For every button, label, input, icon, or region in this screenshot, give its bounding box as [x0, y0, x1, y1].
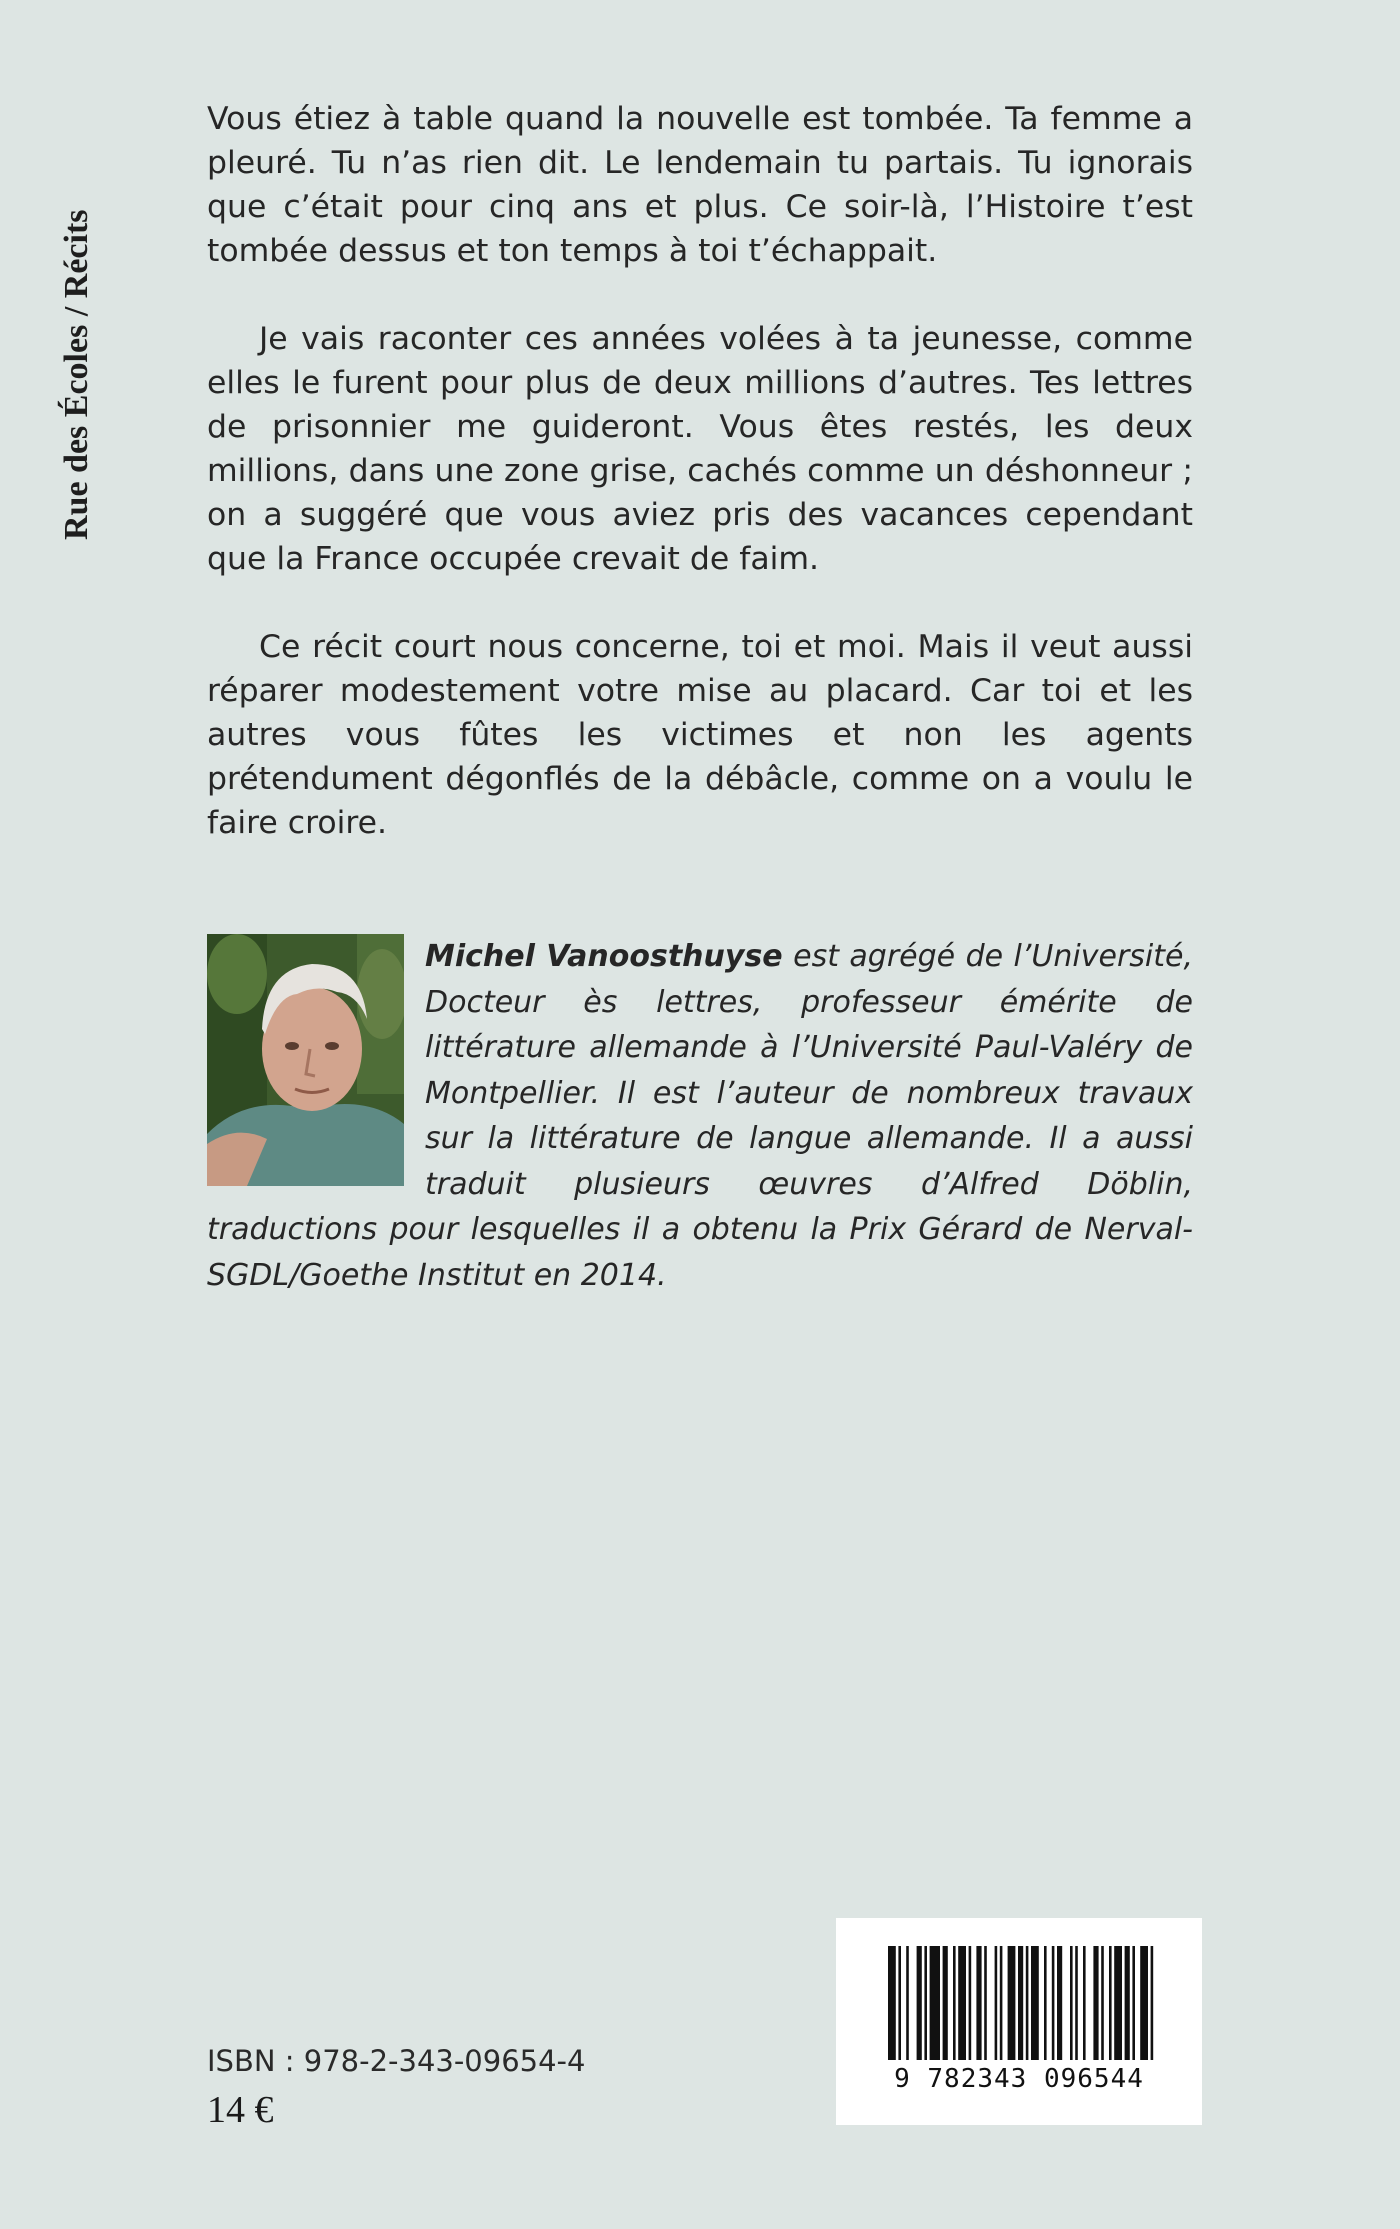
blurb-paragraph-1: Vous étiez à table quand la nouvelle est tombée. Ta femme a pleuré. Tu n’as rien dit. Le lendemain tu partais. Tu ignorais que c’était pour cinq ans et plus. Ce soir-là, l’Histoire t’est tombée dessus et ton temps à toi t’échappait.: [207, 101, 1193, 269]
barcode-digits: 9 782343 096544: [894, 2064, 1144, 2094]
barcode: [836, 1918, 1202, 2125]
spine-label: [42, 100, 112, 540]
blurb-paragraph-2: Je vais raconter ces années volées à ta jeunesse, comme elles le furent pour plus de deux millions d’autres. Tes lettres de prisonnier me guideront. Vous êtes restés, les deux millions, dans une zone grise, cachés comme un déshonneur ; on a suggéré que vous aviez pris des vacances cependant que la France occupée crevait de faim.: [207, 321, 1193, 577]
isbn-label: ISBN : 978-2-343-09654-4: [207, 2044, 586, 2078]
author-name: Michel Vanoosthuyse: [425, 939, 783, 974]
author-bio: [207, 934, 1193, 1298]
author-bio-text: est agrégé de l’Université, Docteur ès lettres, professeur émérite de littérature allemande à l’Université Paul-Valéry de Montpellier. Il est l’auteur de nombreux travaux sur la littérature de langue allemande. Il a aussi traduit plusieurs œuvres d’Alfred Döblin, traductions pour lesquelles il a obtenu la Prix Gérard de Nerval-SGDL/Goethe Institut en 2014.: [207, 939, 1193, 1293]
barcode-bars: [836, 1918, 1202, 2068]
blurb-paragraph-3: Ce récit court nous concerne, toi et moi. Mais il veut aussi réparer modestement votre mise au placard. Car toi et les autres vous fûtes les victimes et non les agents prétendument dégonflés de la débâcle, comme on a voulu le faire croire.: [207, 629, 1193, 841]
back-cover-blurb: [207, 97, 1193, 889]
series-title: Rue des Écoles / Récits: [58, 209, 95, 540]
price-label: 14 €: [207, 2089, 274, 2131]
